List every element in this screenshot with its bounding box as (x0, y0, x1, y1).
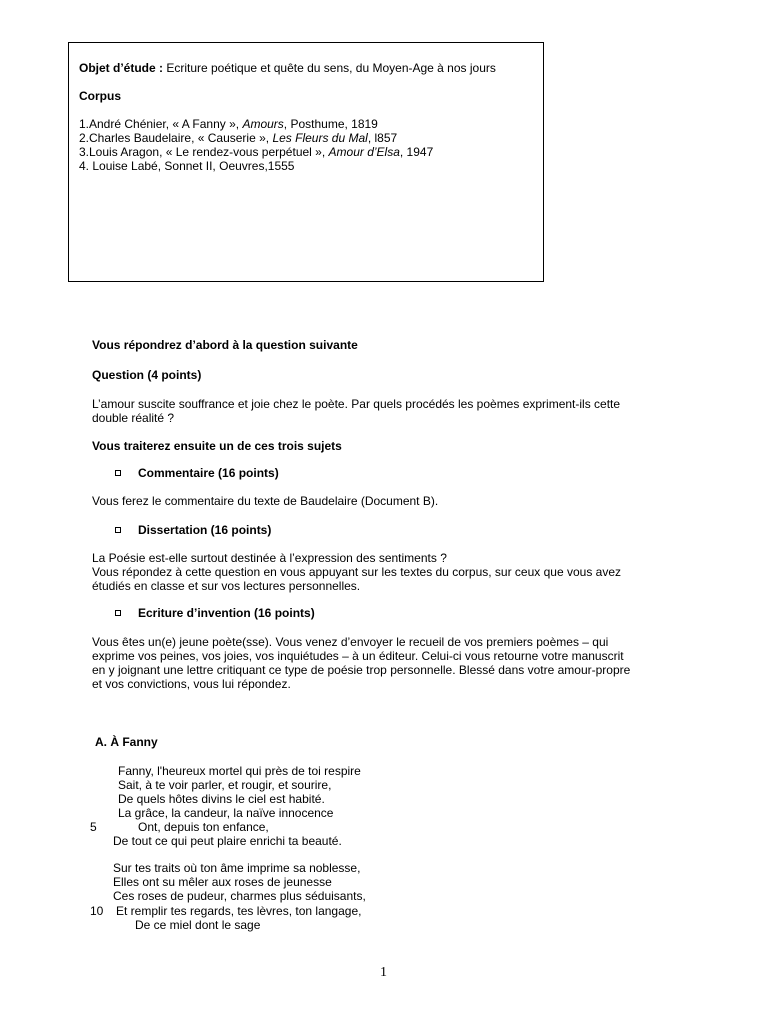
corpus-item-2: 2.Charles Baudelaire, « Causerie », Les Fleurs du Mal, l857 (79, 131, 398, 145)
commentaire-title: Commentaire (16 points) (138, 466, 279, 480)
objet-line (79, 61, 496, 75)
dissertation-line-1: La Poésie est-elle surtout destinée à l’expression des sentiments ? (92, 551, 447, 565)
poem-title: A. À Fanny (95, 735, 158, 749)
question-title: Question (4 points) (92, 368, 202, 382)
poem-line: De quels hôtes divins le ciel est habité. (118, 792, 325, 806)
square-bullet-icon (115, 527, 121, 533)
corpus-item-3: 3.Louis Aragon, « Le rendez-vous perpétuel », Amour d’Elsa, 1947 (79, 145, 434, 159)
dissertation-line-2: Vous répondez à cette question en vous appuyant sur les textes du corpus, sur ceux que vous avez (92, 565, 621, 579)
corpus-item-1: 1.André Chénier, « A Fanny », Amours, Posthume, 1819 (79, 117, 378, 131)
poem-line: De ce miel dont le sage (135, 918, 261, 932)
poem-line: Fanny, l'heureux mortel qui près de toi respire (118, 764, 361, 778)
question-line-1: L’amour suscite souffrance et joie chez le poète. Par quels procédés les poèmes expriment-ils cette (92, 397, 621, 411)
objet-text: Ecriture poétique et quête du sens, du Moyen-Age à nos jours (163, 61, 496, 75)
invention-line-2: exprime vos peines, vos joies, vos inquiétudes – à un éditeur. Celui-ci vous retourne votre manuscrit (92, 649, 624, 663)
heading-question-intro: Vous répondrez d’abord à la question suivante (92, 338, 358, 352)
line-number: 10 (90, 904, 104, 918)
page-number: 1 (380, 965, 387, 980)
invention-line-1: Vous êtes un(e) jeune poète(sse). Vous venez d’envoyer le recueil de vos premiers poèmes – qui (92, 635, 609, 649)
heading-subjects: Vous traiterez ensuite un de ces trois sujets (92, 439, 342, 453)
square-bullet-icon (115, 470, 121, 476)
dissertation-title: Dissertation (16 points) (138, 523, 272, 537)
question-line-2: double réalité ? (92, 411, 175, 425)
commentaire-text: Vous ferez le commentaire du texte de Baudelaire (Document B). (92, 494, 439, 508)
invention-title: Ecriture d’invention (16 points) (138, 606, 315, 620)
poem-line: Sur tes traits où ton âme imprime sa noblesse, (113, 861, 361, 875)
line-number: 5 (90, 820, 97, 834)
poem-line: Elles ont su mêler aux roses de jeunesse (113, 875, 332, 889)
corpus-title: Corpus (79, 89, 121, 103)
poem-line: De tout ce qui peut plaire enrichi ta beauté. (113, 834, 342, 848)
dissertation-line-3: étudiés en classe et sur vos lectures personnelles. (92, 579, 361, 593)
corpus-item-4: 4. Louise Labé, Sonnet II, Oeuvres,1555 (79, 159, 295, 173)
poem-line: La grâce, la candeur, la naïve innocence (118, 806, 334, 820)
poem-line: Ces roses de pudeur, charmes plus séduisants, (113, 889, 366, 903)
poem-line: Et remplir tes regards, tes lèvres, ton langage, (116, 904, 362, 918)
poem-line: Sait, à te voir parler, et rougir, et sourire, (118, 778, 332, 792)
invention-line-4: et vos convictions, vous lui répondez. (92, 677, 291, 691)
square-bullet-icon (115, 610, 121, 616)
poem-line: Ont, depuis ton enfance, (138, 820, 269, 834)
invention-line-3: en y joignant une lettre critiquant ce type de poésie trop personnelle. Blessé dans votre amour-propre (92, 663, 631, 677)
objet-label: Objet d’étude : (79, 61, 163, 75)
